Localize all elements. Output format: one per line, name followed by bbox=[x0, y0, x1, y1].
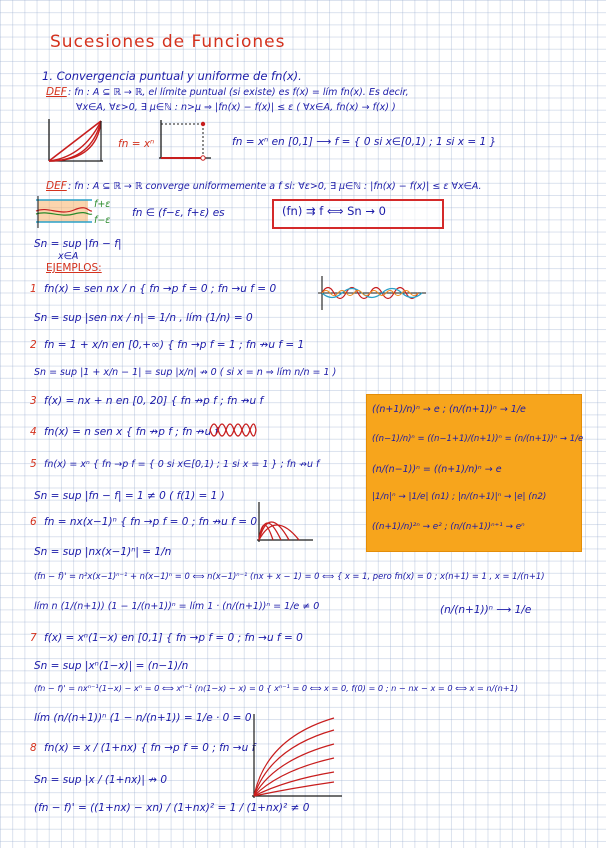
example-line: fn(x) = x / (1+nx) { fn →p f = 0 ; fn →u f bbox=[44, 742, 256, 754]
orange-box-line: ((n−1)/n)ⁿ = ((n−1+1)/(n+1))ⁿ = (n/(n+1))ⁿ → 1/e bbox=[372, 434, 584, 444]
example-line: Sn = sup |1 + x/n − 1| = sup |x/n| ↛ 0 ( si x = n ⇒ lím n/n = 1 ) bbox=[34, 367, 337, 378]
orange-box-line: ((n+1)/n)ⁿ → e ; (n/(n+1))ⁿ → 1/e bbox=[372, 404, 526, 415]
example-number-3: 3 bbox=[30, 395, 37, 407]
example-number-2: 2 bbox=[30, 339, 37, 351]
example-line: Sn = sup |xⁿ(1−x)| = (n−1)/n bbox=[34, 660, 189, 672]
example-number-1: 1 bbox=[30, 283, 37, 295]
fn-label: fn = xⁿ bbox=[118, 138, 155, 150]
example-line: Sn = sup |sen nx / n| = 1/n , lím (1/n) = 0 bbox=[34, 312, 253, 324]
sn-definition-sub: x∈A bbox=[58, 251, 79, 262]
example-line: (fn − f)' = nxⁿ⁻¹(1−x) − xⁿ = 0 ⟺ xⁿ⁻¹ (n(1−x) − x) = 0 { xⁿ⁻¹ = 0 ⟺ x = 0, f(0) = 0 ; n − nx − x = 0 ⟺ x = n/(n+1) bbox=[34, 683, 519, 693]
step-limit-figure bbox=[155, 118, 213, 164]
example-number-8: 8 bbox=[30, 742, 37, 754]
example-line: lím (n/(n+1))ⁿ (1 − n/(n+1)) = 1/e · 0 = 0 bbox=[34, 712, 252, 724]
band-label-bottom: f−ε bbox=[94, 215, 111, 226]
example-line: lím n (1/(n+1)) (1 − 1/(n+1))ⁿ = lím 1 · (n/(n+1))ⁿ = 1/e ≠ 0 bbox=[34, 601, 320, 612]
example-line: (fn − f)' = n²x(x−1)ⁿ⁻¹ + n(x−1)ⁿ = 0 ⟺ n(x−1)ⁿ⁻¹ (nx + x − 1) = 0 ⟺ { x = 1, pero fn(x) = 0 ; x(n+1) = 1 , x = 1/(n+1) bbox=[34, 571, 545, 581]
def2-line: : fn : A ⊆ ℝ → ℝ converge uniformemente a f si: ∀ε>0, ∃ μ∈ℕ : |fn(x) − f(x)| ≤ ε ∀x∈A. bbox=[68, 181, 482, 192]
sine-wave-figure bbox=[318, 276, 428, 310]
epsilon-band-figure bbox=[30, 196, 130, 232]
example-line: fn(x) = xⁿ { fn →p f = { 0 si x∈[0,1) ; 1 si x = 1 } ; fn ↛u f bbox=[44, 459, 320, 470]
example-number-5: 5 bbox=[30, 458, 37, 470]
example-line: fn = nx(x−1)ⁿ { fn →p f = 0 ; fn ↛u f = 0 bbox=[44, 516, 258, 528]
def-label: DEF bbox=[46, 86, 67, 98]
concave-curves-figure bbox=[246, 712, 346, 802]
limit-note: (n/(n+1))ⁿ ⟶ 1/e bbox=[440, 604, 532, 616]
section-heading: 1. Convergencia puntual y uniforme de fn(x). bbox=[42, 69, 302, 83]
def2-label: DEF bbox=[46, 180, 67, 192]
example-line: (fn − f)' = ((1+nx) − xn) / (1+nx)² = 1 / (1+nx)² ≠ 0 bbox=[34, 802, 310, 814]
example-line: Sn = sup |nx(x−1)ⁿ| = 1/n bbox=[34, 546, 172, 558]
xn-curves-figure bbox=[45, 117, 105, 163]
example-line: Sn = sup |x / (1+nx)| ↛ 0 bbox=[34, 774, 168, 786]
example-number-7: 7 bbox=[30, 632, 37, 644]
example-line: fn(x) = n sen x { fn ↛p f ; fn ↛u f bbox=[44, 426, 219, 438]
sn-definition: Sn = sup |fn − f| bbox=[34, 238, 122, 250]
example-number-6: 6 bbox=[30, 516, 37, 528]
ejemplos-heading: EJEMPLOS: bbox=[46, 262, 102, 274]
example-line: fn(x) = sen nx / n { fn →p f = 0 ; fn →u f = 0 bbox=[44, 283, 277, 295]
boxed-text: (fn) ⇉ f ⟺ Sn → 0 bbox=[282, 204, 386, 218]
band-text: fn ∈ (f−ε, f+ε) es bbox=[132, 207, 225, 219]
fig2-text: fn = xⁿ en [0,1] ⟶ f = { 0 si x∈[0,1) ; 1 si x = 1 } bbox=[232, 136, 497, 148]
orange-box-line: |1/n|ⁿ → |1/e| (n1) ; |n/(n+1)|ⁿ → |e| (n2) bbox=[372, 492, 547, 502]
nsinx-figure bbox=[208, 418, 258, 442]
example-number-4: 4 bbox=[30, 426, 37, 438]
example-line: f(x) = nx + n en [0, 20] { fn ↛p f ; fn ↛u f bbox=[44, 395, 264, 407]
def1-line2: ∀x∈A, ∀ε>0, ∃ μ∈ℕ : n>μ ⇒ |fn(x) − f(x)| ≤ ε ( ∀x∈A, fn(x) → f(x) ) bbox=[76, 102, 396, 113]
band-label-top: f+ε bbox=[94, 199, 111, 210]
orange-box-line: ((n+1)/n)²ⁿ → e² ; (n/(n+1))ⁿ⁺¹ → eⁿ bbox=[372, 522, 525, 532]
def1-line1: : fn : A ⊆ ℝ → ℝ, el límite puntual (si existe) es f(x) = lím fn(x). Es decir, bbox=[68, 87, 409, 98]
example-line: f(x) = xⁿ(1−x) en [0,1] { fn →p f = 0 ; fn →u f = 0 bbox=[44, 632, 303, 644]
example-line: Sn = sup |fn − f| = 1 ≠ 0 ( f(1) = 1 ) bbox=[34, 490, 225, 502]
page-title: Sucesiones de Funciones bbox=[50, 32, 286, 52]
orange-box-line: (n/(n−1))ⁿ = ((n+1)/n)ⁿ → e bbox=[372, 464, 502, 475]
example-line: fn = 1 + x/n en [0,+∞) { fn →p f = 1 ; fn ↛u f = 1 bbox=[44, 339, 305, 351]
bump-functions-figure bbox=[255, 500, 317, 546]
